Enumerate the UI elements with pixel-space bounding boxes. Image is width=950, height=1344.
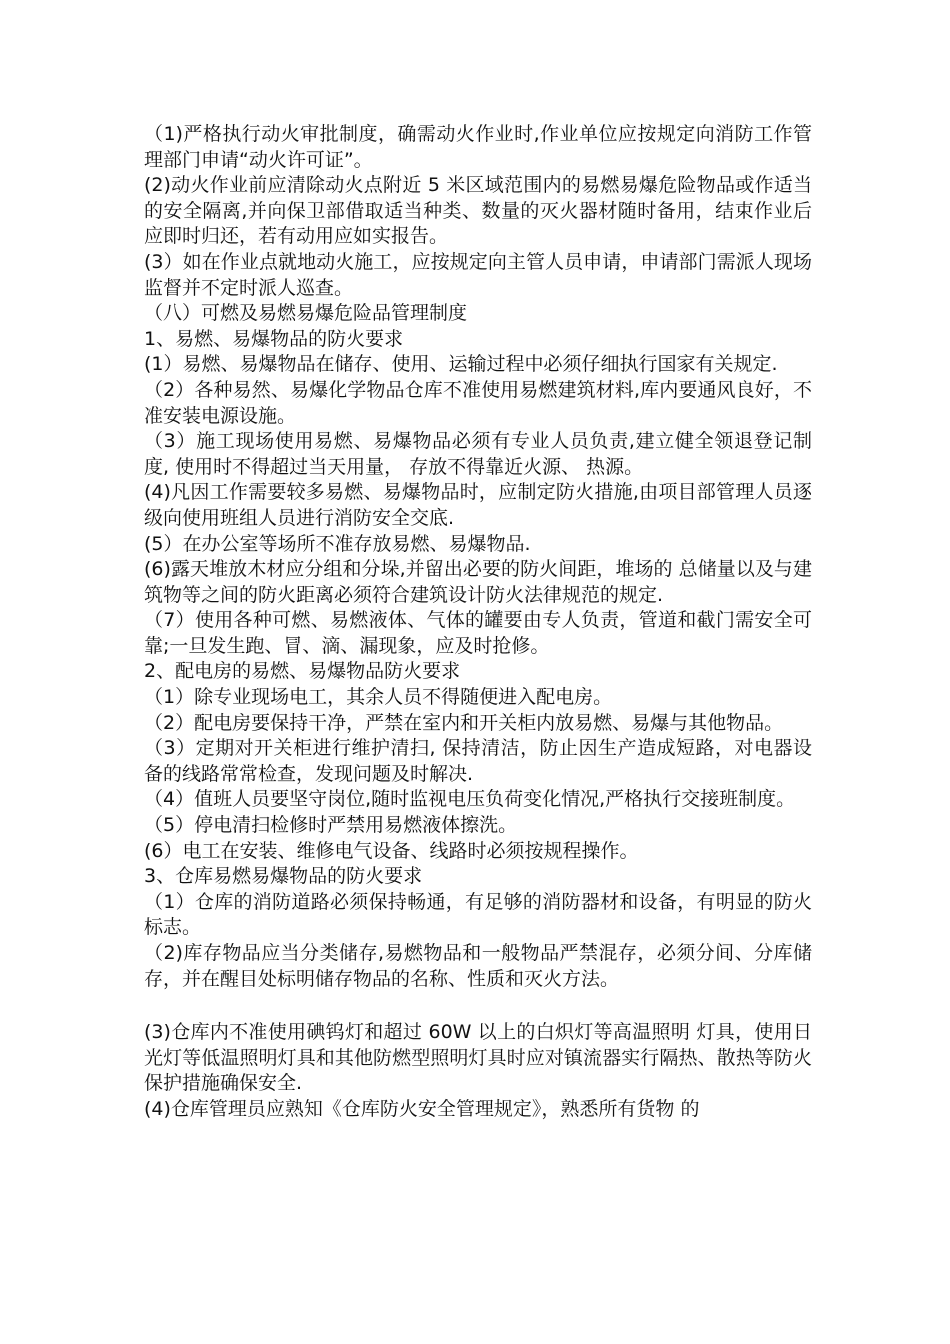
paragraph-1-4: (4)凡因工作需要较多易燃、易爆物品时，应制定防火措施,由项目部管理人员逐级向使用班组人员进行消防安全交底. — [144, 481, 812, 529]
paragraph-1-1: (1）易燃、易爆物品在储存、使用、运输过程中必须仔细执行国家有关规定. — [144, 353, 778, 376]
document-body — [144, 122, 812, 1123]
subsection-heading-2: 2、配电房的易燃、易爆物品防火要求 — [144, 660, 461, 683]
paragraph-3-1: （1）仓库的消防道路必须保持畅通，有足够的消防器材和设备，有明显的防火标志。 — [144, 890, 812, 939]
paragraph-2-1: （1）除专业现场电工，其余人员不得随便进入配电房。 — [144, 686, 613, 709]
paragraph-3-3: (3)仓库内不准使用碘钨灯和超过 60W 以上的白炽灯等高温照明 灯具，使用日光灯等低温照明灯具和其他防燃型照明灯具时应对镇流器实行隔热、散热等防火保护措施确保安全. — [144, 1021, 812, 1095]
section-heading-flammables: （八）可燃及易燃易爆危险品管理制度 — [144, 302, 468, 325]
paragraph-2-3: （3）定期对开关柜进行维护清扫, 保持清洁，防止因生产造成短路，对电器设备的线路常常检查，发现问题及时解决. — [144, 737, 812, 785]
paragraph-2-4: （4）值班人员要坚守岗位,随时监视电压负荷变化情况,严格执行交接班制度。 — [144, 788, 796, 811]
subsection-heading-3: 3、仓库易燃易爆物品的防火要求 — [144, 865, 423, 888]
paragraph-onsite-hot-work: (3）如在作业点就地动火施工，应按规定向主管人员申请，申请部门需派人现场监督并不定时派人巡查。 — [144, 250, 812, 299]
paragraph-3-4: (4)仓库管理员应熟知《仓库防火安全管理规定》，熟悉所有货物 的 — [144, 1097, 700, 1120]
paragraph-1-2: （2）各种易然、易爆化学物品仓库不准使用易燃建筑材料,库内要通风良好，不准安装电源设施。 — [144, 378, 812, 427]
subsection-heading-1: 1、易燃、易爆物品的防火要求 — [144, 327, 404, 350]
paragraph-1-3: （3）施工现场使用易燃、易爆物品必须有专业人员负责,建立健全领退登记制度, 使用时不得超过当天用量， 存放不得靠近火源、 热源。 — [144, 430, 812, 478]
paragraph-2-6: (6）电工在安装、维修电气设备、线路时必须按规程操作。 — [144, 839, 639, 862]
paragraph-3-2: （2)库存物品应当分类储存,易燃物品和一般物品严禁混存，必须分间、分库储存，并在醒目处标明储存物品的名称、性质和灭火方法。 — [144, 942, 812, 990]
paragraph-1-5: (5）在办公室等场所不准存放易燃、易爆物品. — [144, 532, 531, 555]
paragraph-2-2: （2）配电房要保持干净，严禁在室内和开关柜内放易燃、易爆与其他物品。 — [144, 711, 784, 734]
paragraph-1-6: (6)露天堆放木材应分组和分垛,并留出必要的防火间距，堆场的 总储量以及与建筑物等之间的防火距离必须符合建筑设计防火法律规范的规定. — [144, 558, 812, 606]
paragraph-hot-work-clearance: (2)动火作业前应清除动火点附近 5 米区域范围内的易燃易爆危险物品或作适当的安全隔离,并向保卫部借取适当种类、数量的灭火器材随时备用，结束作业后应即时归还，若有动用应如实报告。 — [144, 174, 812, 248]
paragraph-1-7: （7）使用各种可燃、易燃液体、气体的罐要由专人负责，管道和截门需安全可靠;一旦发生跑、冒、滴、漏现象，应及时抢修。 — [144, 609, 812, 657]
paragraph-2-5: （5）停电清扫检修时严禁用易燃液体擦洗。 — [144, 814, 518, 837]
paragraph-hot-work-approval: （1)严格执行动火审批制度，确需动火作业时,作业单位应按规定向消防工作管理部门申请“动火许可证”。 — [144, 123, 812, 171]
